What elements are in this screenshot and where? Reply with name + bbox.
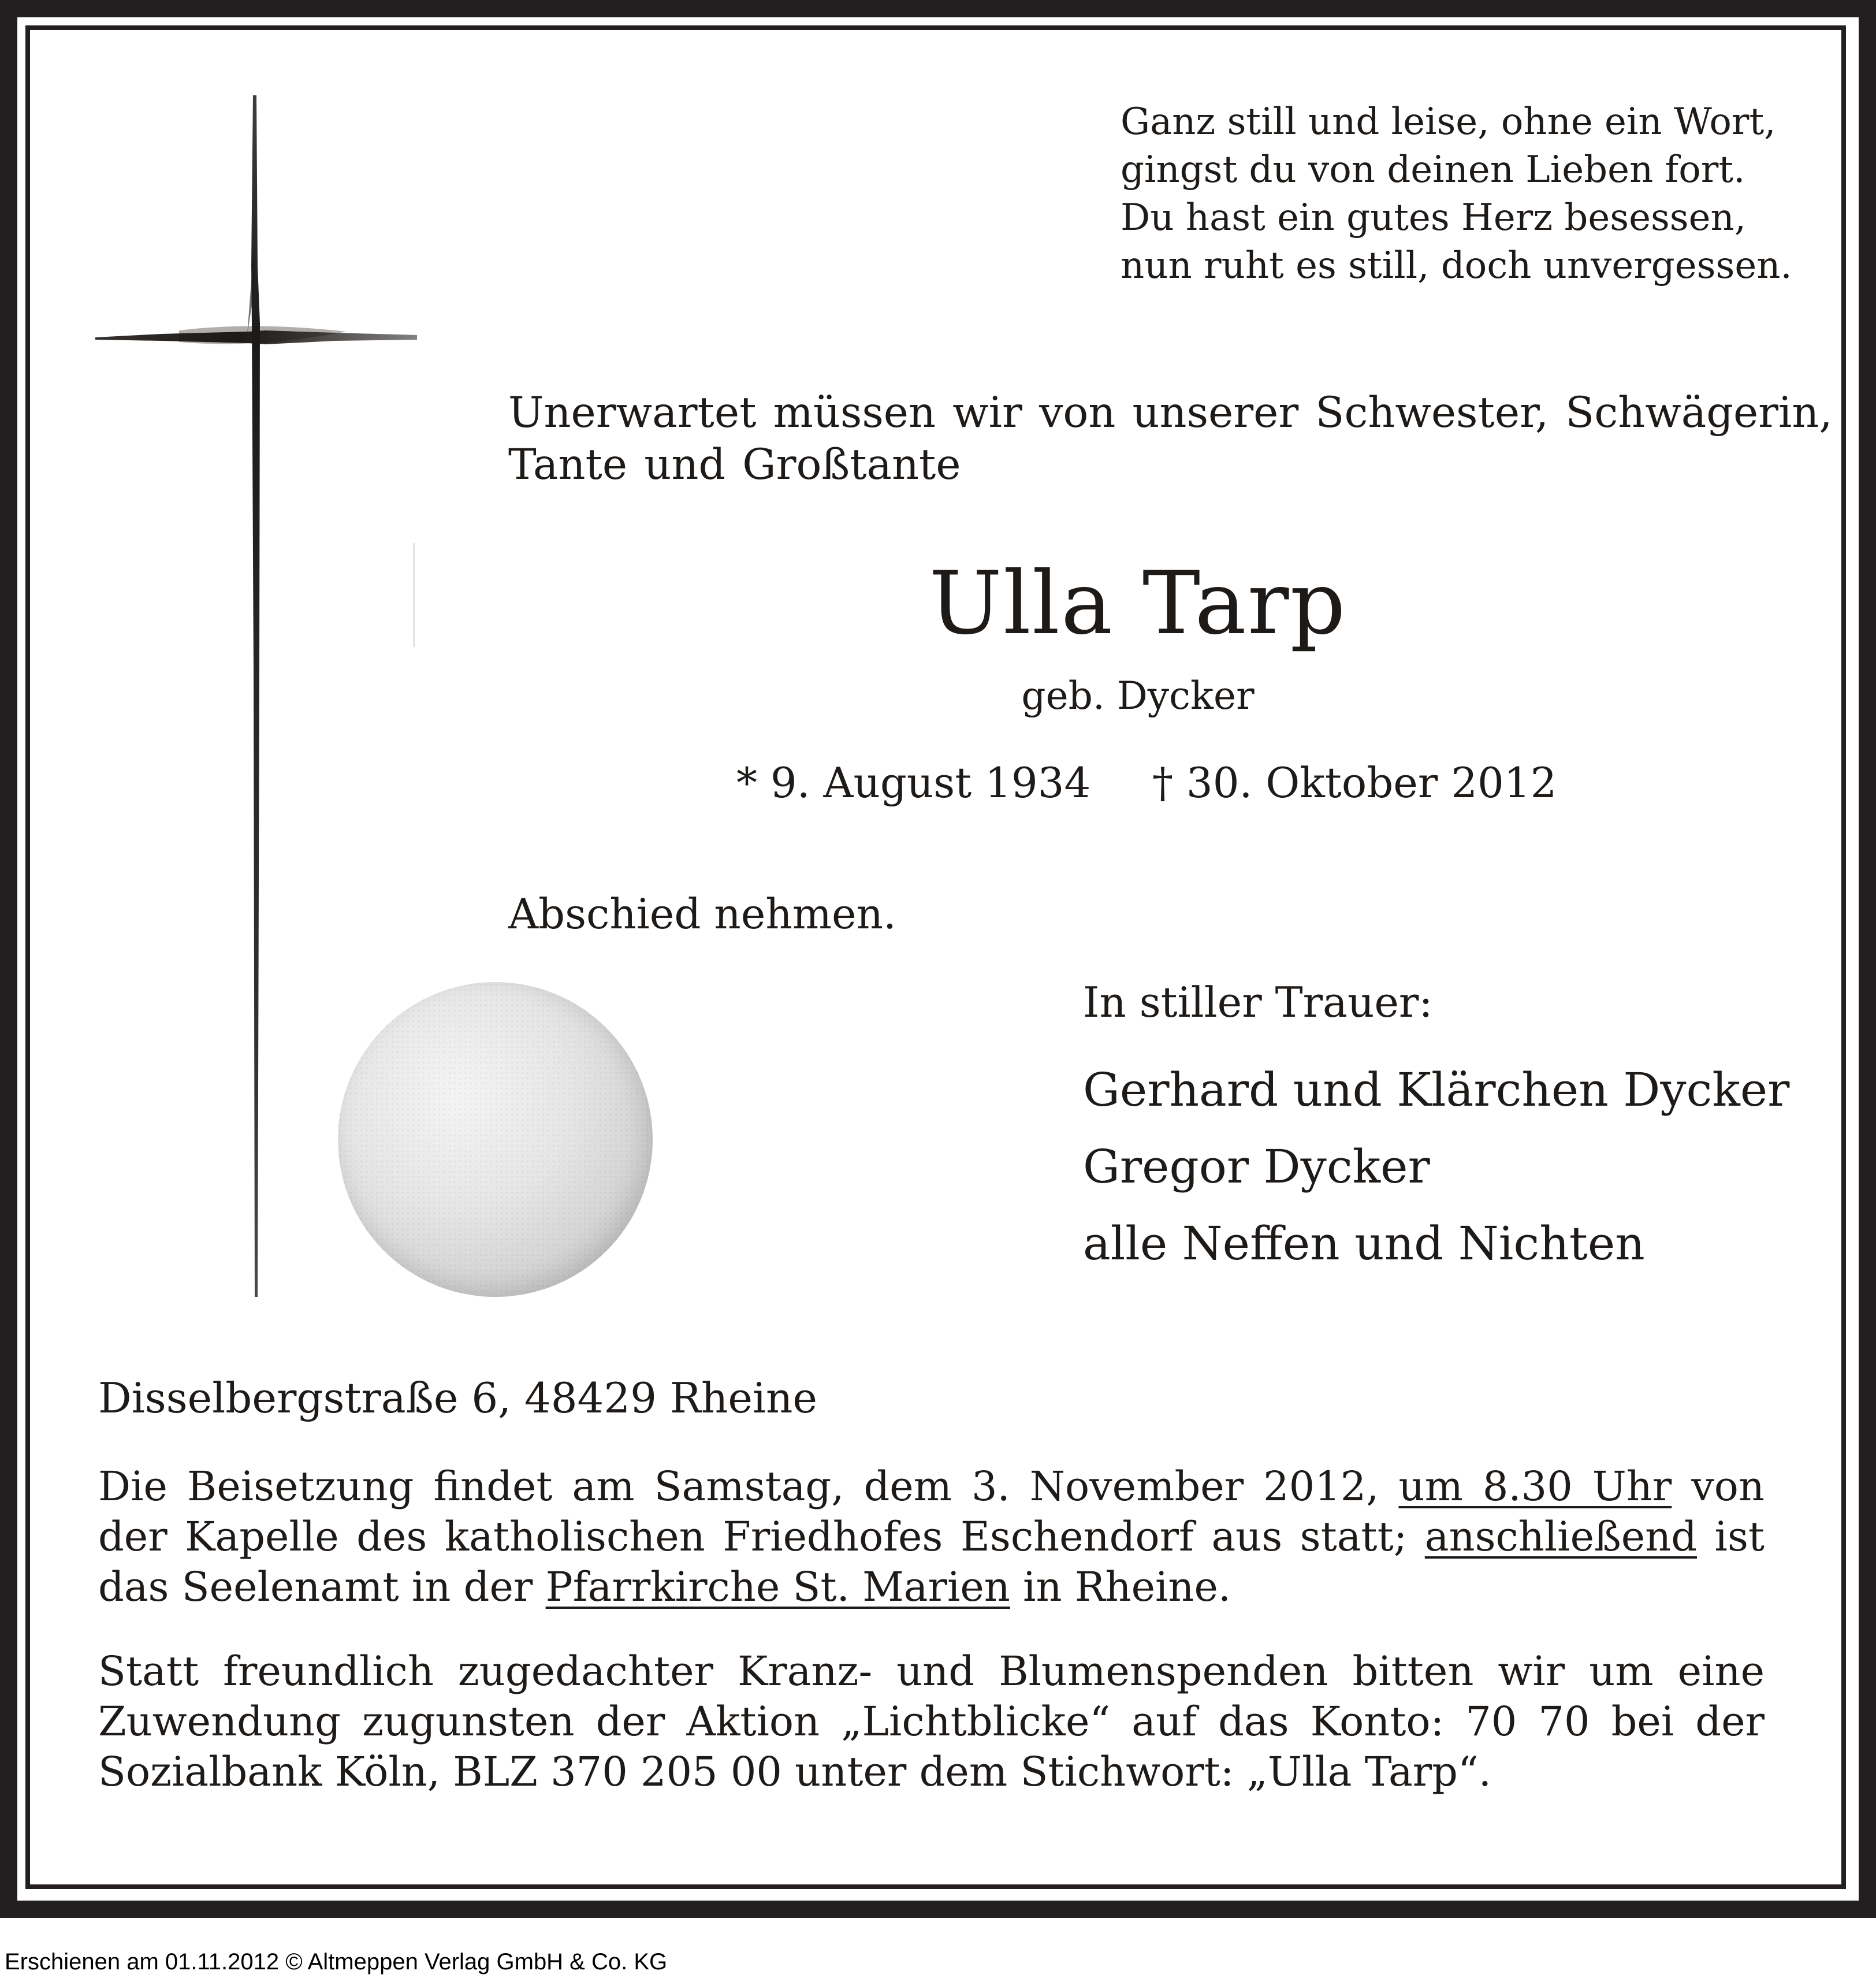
- funeral-text: ist das Seelenamt in der: [98, 1513, 1765, 1611]
- death-date: † 30. Oktober 2012: [1152, 759, 1557, 807]
- poem: [1121, 98, 1792, 290]
- mourners-list: [1083, 1051, 1789, 1282]
- donation-paragraph: Statt freundlich zugedachter Kranz- und Blumenspenden bitten wir um eine Zuwendung zugunsten der Aktion „Lichtblicke“ auf das Konto: 70 70 bei der Sozialbank Köln, BLZ 370 205 00 unter dem Stichwort: „Ulla Tarp“.: [98, 1648, 1765, 1795]
- funeral-afterwards: anschließend: [1424, 1513, 1698, 1560]
- poem-line: nun ruht es still, doch unvergessen.: [1121, 244, 1792, 287]
- sphere-icon: [338, 982, 653, 1297]
- address: Disselbergstraße 6, 48429 Rheine: [98, 1374, 818, 1422]
- mourner-name: Gregor Dycker: [1083, 1140, 1430, 1194]
- poem-line: Ganz still und leise, ohne ein Wort,: [1121, 101, 1776, 143]
- publication-footer: Erschienen am 01.11.2012 © Altmeppen Verlag GmbH & Co. KG: [5, 1949, 668, 1975]
- funeral-paragraph: [98, 1462, 1765, 1612]
- birth-date: * 9. August 1934: [736, 759, 1091, 807]
- poem-line: Du hast ein gutes Herz besessen,: [1121, 196, 1747, 239]
- funeral-text: in Rheine.: [1010, 1563, 1231, 1611]
- funeral-text: Die Beisetzung findet am Samstag, dem 3. November 2012,: [98, 1463, 1399, 1510]
- intro-line-1: Unerwartet müssen wir von unserer Schwester, Schwägerin,: [508, 388, 1833, 437]
- deceased-name: Ulla Tarp: [929, 553, 1347, 654]
- maiden-name: geb. Dycker: [1021, 674, 1255, 718]
- funeral-church: Pfarrkirche St. Marien: [545, 1563, 1010, 1611]
- intro-line-2: Tante und Großtante: [508, 440, 961, 489]
- funeral-text: von der Kapelle des katholischen Friedhofes Eschendorf aus statt;: [98, 1463, 1765, 1560]
- funeral-time: um 8.30 Uhr: [1398, 1463, 1672, 1510]
- mourner-name: alle Neffen und Nichten: [1083, 1217, 1645, 1270]
- mourners-heading: In stiller Trauer:: [1083, 978, 1433, 1027]
- intro-text: [508, 387, 1833, 491]
- poem-line: gingst du von deinen Lieben fort.: [1121, 148, 1745, 191]
- farewell-text: Abschied nehmen.: [508, 890, 896, 938]
- mourner-name: Gerhard und Klärchen Dycker: [1083, 1063, 1790, 1117]
